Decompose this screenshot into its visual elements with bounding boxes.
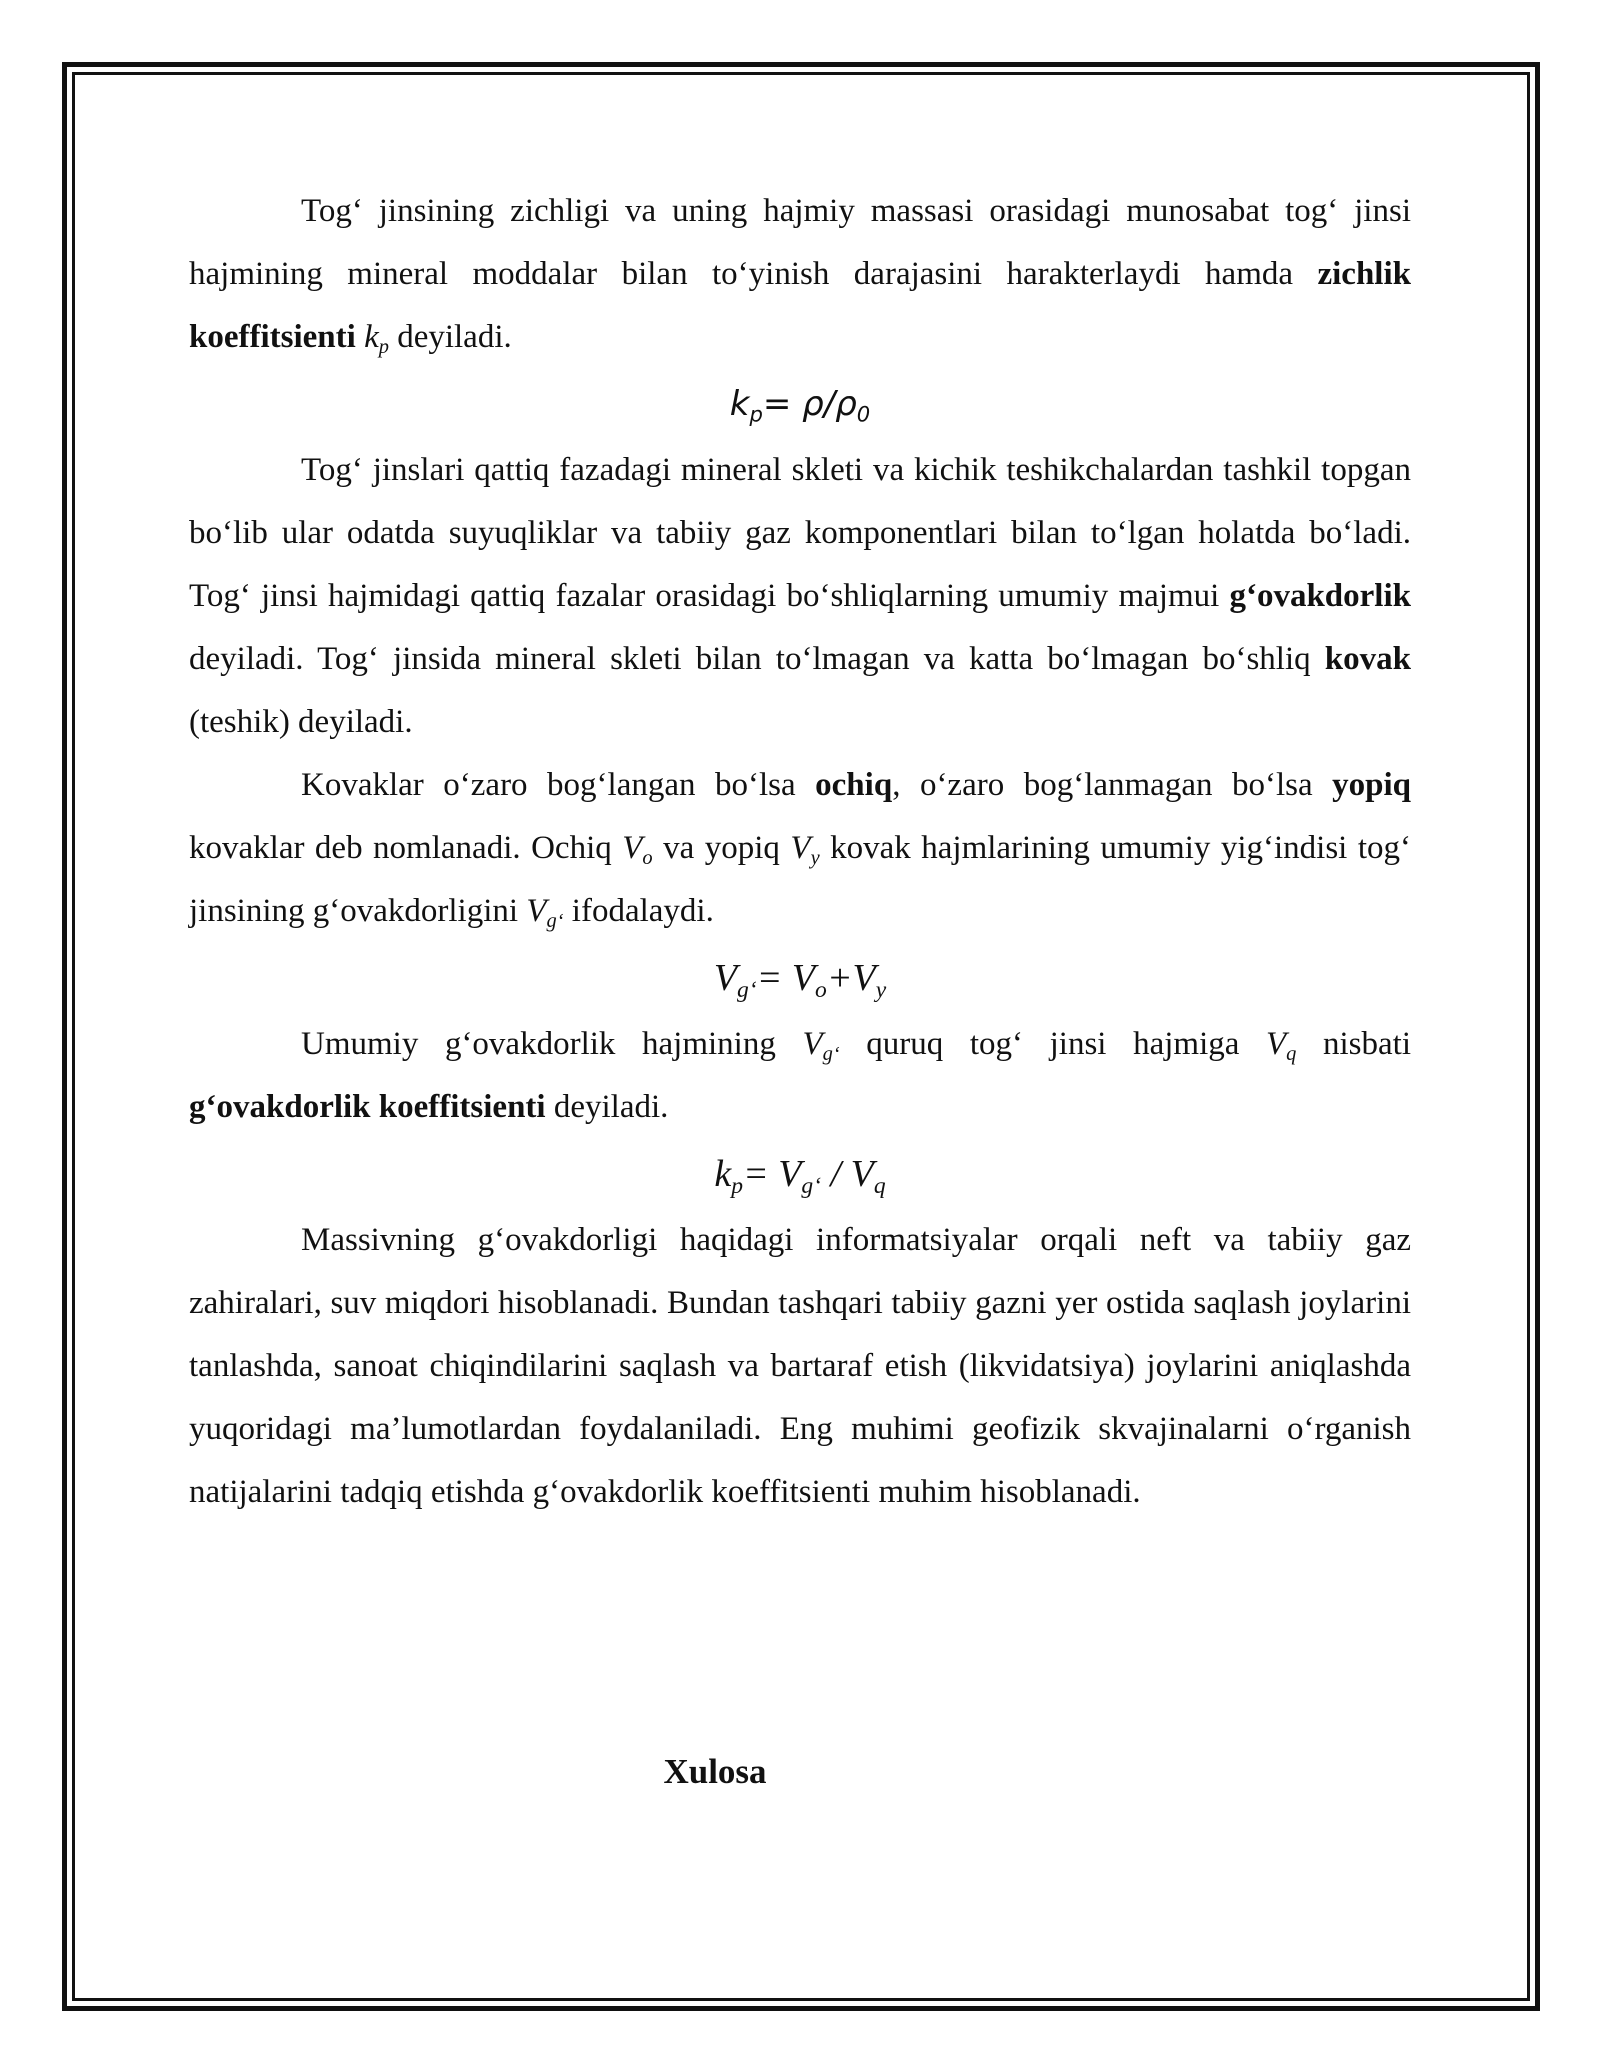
paragraph-porosity: Tog‘ jinslari qattiq fazadagi mineral skleti va kichik teshikchalardan tashkil topgan bo‘lib ular odatda suyuqliklar va tabiiy gaz komponentlari bilan to‘lgan holatda bo‘ladi. Tog‘ jinsi hajmidagi qattiq fazalar orasidagi bo‘shliqlarning umumiy majmui g‘ovakdorlik deyiladi. Tog‘ jinsida mineral skleti bilan to‘lmagan va katta bo‘lmagan bo‘shliq kovak (teshik) deyiladi. bbox=[189, 452, 1411, 740]
formula-density-coefficient: $k_p= \rho/\rho_0$ bbox=[729, 384, 871, 427]
formula-total-porosity: $V_{g‘}= V_o+V_y$ bbox=[713, 957, 887, 1004]
formula-porosity-coefficient: $k_p= V_{g‘} / V_q$ bbox=[714, 1153, 886, 1200]
paragraph-applications: Massivning g‘ovakdorligi haqidagi informatsiyalar orqali neft va tabiiy gaz zahiralari, suv miqdori hisoblanadi. Bundan tashqari tabiiy gazni yer ostida saqlash joylarini tanlashda, sanoat chiqindilarini saqlash va bartaraf etish (likvidatsiya) joylarini aniqlashda yuqoridagi ma’lumotlardan foydalaniladi. Eng muhimi geofizik skvajinalarni o‘rganish natijalarini tadqiq etishda g‘ovakdorlik koeffitsienti muhim hisoblanadi. bbox=[189, 1222, 1411, 1510]
paragraph-open-closed-pores: Kovaklar o‘zaro bog‘langan bo‘lsa ochiq, o‘zaro bog‘lanmagan bo‘lsa yopiq kovaklar deb nomlanadi. Ochiq $V_o$ va yopiq $V_y$ kovak hajmlarining umumiy yig‘indisi tog‘ jinsining g‘ovakdorligini $V_{g‘}$ ifodalaydi. bbox=[189, 767, 1411, 933]
paragraph-porosity-coefficient: Umumiy g‘ovakdorlik hajmining $V_{g‘}$ quruq tog‘ jinsi hajmiga $V_q$ nisbati g‘ovakdorlik koeffitsienti deyiladi. bbox=[189, 1026, 1411, 1125]
document-body bbox=[189, 180, 1411, 1524]
paragraph-density: Tog‘ jinsining zichligi va uning hajmiy massasi orasidagi munosabat tog‘ jinsi hajmining mineral moddalar bilan to‘yinish darajasini harakterlaydi hamda zichlik koeffitsienti $k_p$ deyiladi. bbox=[189, 193, 1411, 359]
section-heading-conclusion: Xulosa bbox=[663, 1752, 767, 1791]
